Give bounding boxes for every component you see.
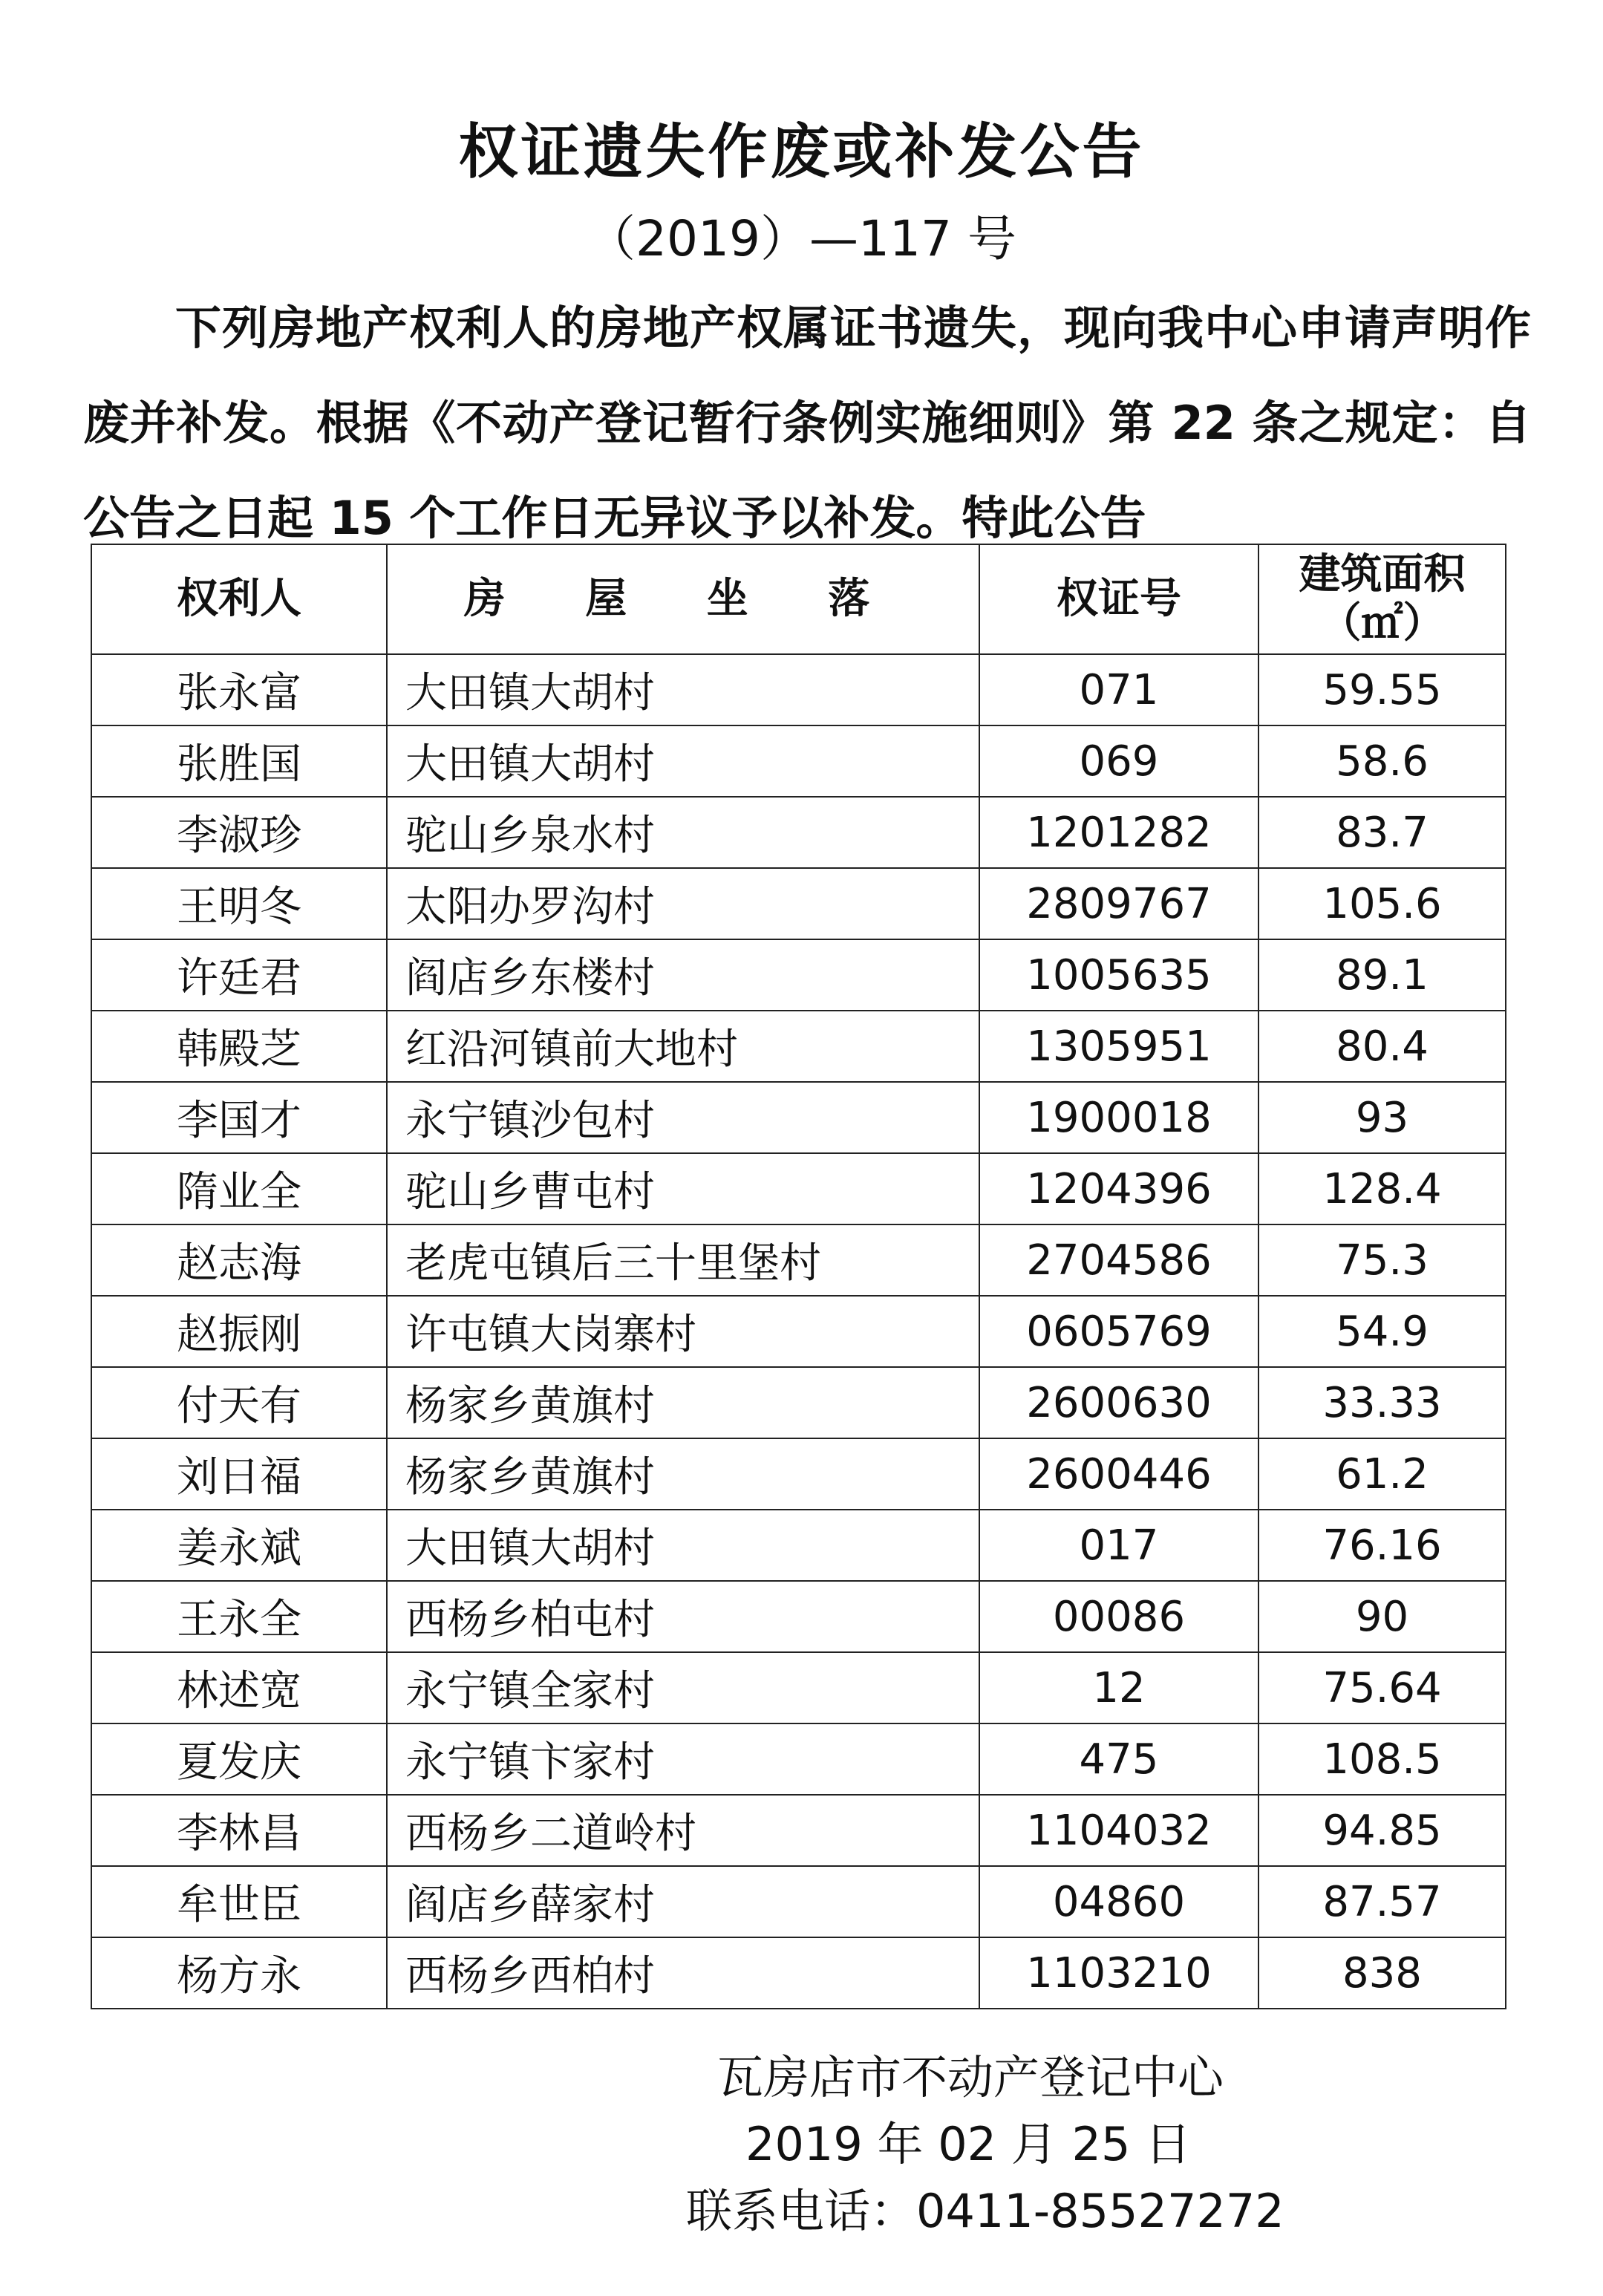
address-cell: 西杨乡二道岭村 [387,1795,979,1866]
holder-cell: 张胜国 [91,725,387,797]
lost-certificate-table [91,544,1506,2009]
address-cell: 老虎屯镇后三十里堡村 [387,1224,979,1296]
header-cert: 权证号 [979,544,1258,654]
table-row [91,1581,1506,1652]
table-row [91,1438,1506,1510]
area-cell: 54.9 [1258,1296,1506,1367]
cert-number-cell: 2600630 [979,1367,1258,1438]
header-area-label: 建筑面积 [1299,550,1466,599]
area-cell: 105.6 [1258,868,1506,939]
area-cell: 80.4 [1258,1011,1506,1082]
notice-title: 权证遗失作废或补发公告 [458,117,1145,186]
area-cell: 128.4 [1258,1153,1506,1224]
table-row [91,654,1506,725]
area-cell: 90 [1258,1581,1506,1652]
holder-cell: 许廷君 [91,939,387,1011]
table-row [91,797,1506,868]
address-cell: 西杨乡西柏村 [387,1937,979,2009]
address-cell: 大田镇大胡村 [387,725,979,797]
cert-number-cell: 017 [979,1510,1258,1581]
holder-cell: 王永全 [91,1581,387,1652]
holder-cell: 张永富 [91,654,387,725]
issuer-name: 瓦房店市不动产登记中心 [717,2050,1224,2104]
cert-number-cell: 0605769 [979,1296,1258,1367]
document-number: （2019）—117 号 [587,210,1016,267]
cert-number-cell: 1103210 [979,1937,1258,2009]
holder-cell: 赵振刚 [91,1296,387,1367]
area-cell: 33.33 [1258,1367,1506,1438]
header-address: 房 屋 坐 落 [387,544,979,654]
cert-number-cell: 2600446 [979,1438,1258,1510]
area-cell: 75.3 [1258,1224,1506,1296]
area-cell: 59.55 [1258,654,1506,725]
cert-number-cell: 071 [979,654,1258,725]
address-cell: 永宁镇全家村 [387,1652,979,1723]
cert-number-cell: 00086 [979,1581,1258,1652]
cert-number-cell: 1104032 [979,1795,1258,1866]
table-row [91,1723,1506,1795]
table-row [91,1153,1506,1224]
address-cell: 永宁镇沙包村 [387,1082,979,1153]
holder-cell: 林述宽 [91,1652,387,1723]
table-row [91,939,1506,1011]
holder-cell: 李国才 [91,1082,387,1153]
area-cell: 108.5 [1258,1723,1506,1795]
address-cell: 杨家乡黄旗村 [387,1367,979,1438]
cert-number-cell: 475 [979,1723,1258,1795]
holder-cell: 王明冬 [91,868,387,939]
cert-number-cell: 12 [979,1652,1258,1723]
contact-phone: 联系电话：0411-85527272 [686,2184,1284,2238]
cert-number-cell: 1305951 [979,1011,1258,1082]
header-holder: 权利人 [91,544,387,654]
header-area-unit: （㎡） [1319,599,1445,648]
holder-cell: 李淑珍 [91,797,387,868]
address-cell: 永宁镇卞家村 [387,1723,979,1795]
holder-cell: 赵志海 [91,1224,387,1296]
table-row [91,1795,1506,1866]
area-cell: 58.6 [1258,725,1506,797]
cert-number-cell: 069 [979,725,1258,797]
table-row [91,1866,1506,1937]
address-cell: 大田镇大胡村 [387,1510,979,1581]
address-cell: 太阳办罗沟村 [387,868,979,939]
table-row [91,1937,1506,2009]
table-row [91,868,1506,939]
table-row [91,725,1506,797]
address-cell: 大田镇大胡村 [387,654,979,725]
table-row [91,1296,1506,1367]
address-cell: 杨家乡黄旗村 [387,1438,979,1510]
area-cell: 93 [1258,1082,1506,1153]
area-cell: 87.57 [1258,1866,1506,1937]
area-cell: 75.64 [1258,1652,1506,1723]
holder-cell: 隋业全 [91,1153,387,1224]
area-cell: 94.85 [1258,1795,1506,1866]
address-cell: 阎店乡薛家村 [387,1866,979,1937]
holder-cell: 韩殿芝 [91,1011,387,1082]
cert-number-cell: 1900018 [979,1082,1258,1153]
holder-cell: 牟世臣 [91,1866,387,1937]
notice-intro-paragraph: 下列房地产权利人的房地产权属证书遗失，现向我中心申请声明作废并补发。根据《不动产登记暂行条例实施细则》第 22 条之规定：自公告之日起 15 个工作日无异议予以补发。特此公告 [83,301,1531,545]
table-row [91,1011,1506,1082]
holder-cell: 杨方永 [91,1937,387,2009]
holder-cell: 夏发庆 [91,1723,387,1795]
table-row [91,1082,1506,1153]
area-cell: 89.1 [1258,939,1506,1011]
address-cell: 驼山乡泉水村 [387,797,979,868]
table-row [91,1510,1506,1581]
area-cell: 61.2 [1258,1438,1506,1510]
area-cell: 83.7 [1258,797,1506,868]
cert-number-cell: 04860 [979,1866,1258,1937]
holder-cell: 付天有 [91,1367,387,1438]
address-cell: 红沿河镇前大地村 [387,1011,979,1082]
table-row [91,1367,1506,1438]
table-header-row [91,544,1506,654]
header-area [1258,544,1506,654]
address-cell: 许屯镇大岗寨村 [387,1296,979,1367]
holder-cell: 姜永斌 [91,1510,387,1581]
holder-cell: 刘日福 [91,1438,387,1510]
cert-number-cell: 2809767 [979,868,1258,939]
address-cell: 西杨乡柏屯村 [387,1581,979,1652]
cert-number-cell: 1201282 [979,797,1258,868]
cert-number-cell: 1204396 [979,1153,1258,1224]
table-row [91,1652,1506,1723]
table-row [91,1224,1506,1296]
issue-date: 2019 年 02 月 25 日 [745,2117,1192,2171]
cert-number-cell: 2704586 [979,1224,1258,1296]
area-cell: 838 [1258,1937,1506,2009]
holder-cell: 李林昌 [91,1795,387,1866]
address-cell: 驼山乡曹屯村 [387,1153,979,1224]
cert-number-cell: 1005635 [979,939,1258,1011]
area-cell: 76.16 [1258,1510,1506,1581]
address-cell: 阎店乡东楼村 [387,939,979,1011]
